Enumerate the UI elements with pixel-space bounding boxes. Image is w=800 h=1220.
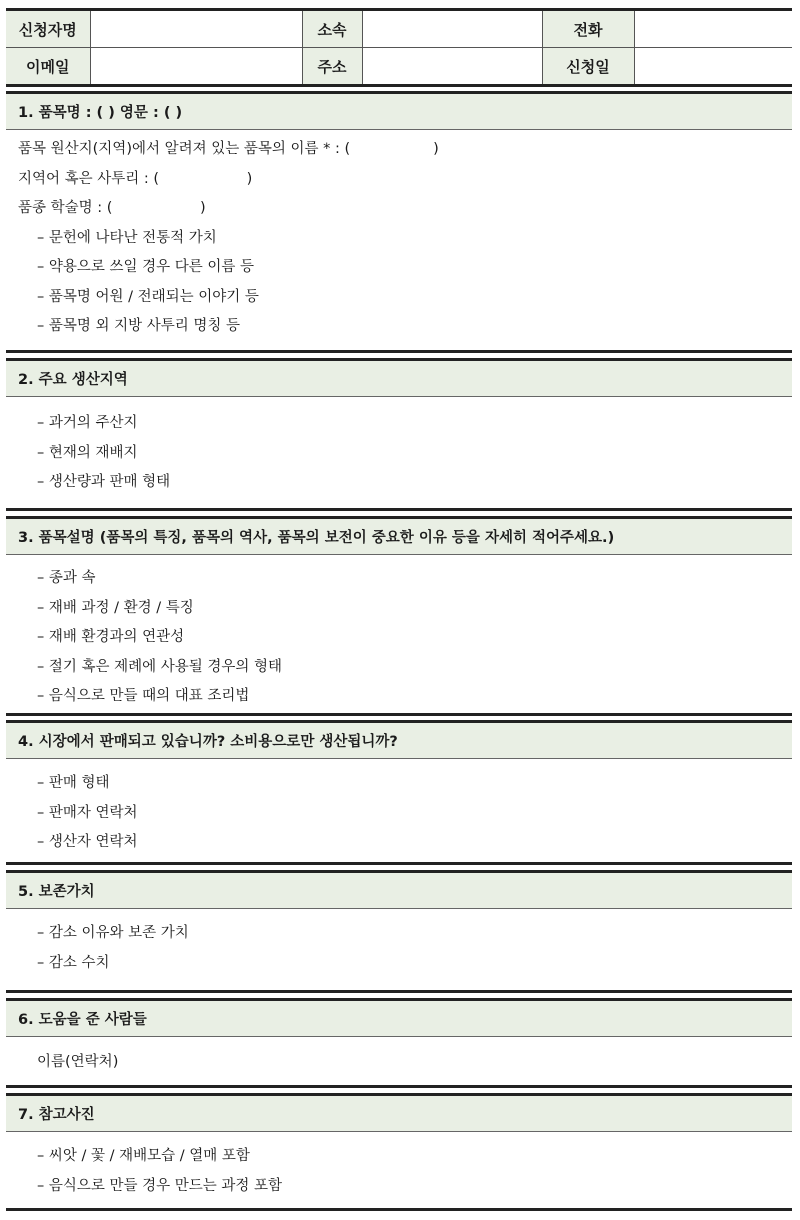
- list-item: – 품목명 어원 / 전래되는 이야기 등: [37, 288, 259, 305]
- application-form: [6, 8, 792, 1194]
- list-item: – 음식으로 만들 때의 대표 조리법: [37, 688, 250, 704]
- section-contributors-title: 6. 도움을 준 사람들: [6, 1001, 792, 1037]
- section-production-region-title: 2. 주요 생산지역: [6, 361, 792, 397]
- section-reference-photos-title: 7. 참고사진: [6, 1096, 792, 1132]
- list-item: 품목 원산지(지역)에서 알려져 있는 품목의 이름 * : ( ): [18, 141, 439, 157]
- section-contributors-body[interactable]: [6, 1037, 792, 1078]
- list-item: 품종 학술명 : ( ): [18, 200, 206, 216]
- email-field[interactable]: [90, 48, 302, 86]
- application-date-label: 신청일: [542, 48, 634, 86]
- section-item-name-body[interactable]: [6, 130, 792, 342]
- section-production-region-body[interactable]: [6, 397, 792, 498]
- applicant-row-1: [6, 10, 792, 48]
- applicant-name-label: 신청자명: [6, 10, 90, 48]
- list-item: 이름(연락처): [37, 1054, 119, 1070]
- list-item: – 종과 속: [37, 570, 96, 586]
- section-reference-photos-body[interactable]: [6, 1132, 792, 1201]
- application-date-field[interactable]: [634, 48, 792, 86]
- section-conservation-value: [6, 870, 792, 993]
- list-item: – 품목명 외 지방 사투리 명칭 등: [37, 318, 240, 334]
- section-contributors: [6, 998, 792, 1088]
- section-conservation-value-title: 5. 보존가치: [6, 873, 792, 909]
- address-field[interactable]: [362, 48, 542, 86]
- list-item: – 판매자 연락처: [37, 804, 138, 821]
- list-item: – 판매 형태: [37, 775, 110, 791]
- section-market-sales-body[interactable]: [6, 759, 792, 858]
- list-item: – 음식으로 만들 경우 만드는 과정 포함: [37, 1177, 283, 1194]
- list-item: – 절기 혹은 제례에 사용될 경우의 형태: [37, 658, 283, 675]
- applicant-name-field[interactable]: [90, 10, 302, 48]
- list-item: – 생산자 연락처: [37, 834, 138, 850]
- section-item-name-title: 1. 품목명 : ( ) 영문 : ( ): [6, 94, 792, 130]
- list-item: – 약용으로 쓰일 경우 다른 이름 등: [37, 259, 254, 275]
- address-label: 주소: [302, 48, 362, 86]
- section-production-region: [6, 358, 792, 511]
- section-item-name: [6, 91, 792, 353]
- section-item-description-body[interactable]: [6, 555, 792, 712]
- list-item: – 과거의 주산지: [37, 415, 138, 431]
- list-item: – 재배 과정 / 환경 / 특징: [37, 599, 194, 616]
- list-item: – 씨앗 / 꽃 / 재배모습 / 열매 포함: [37, 1148, 250, 1164]
- section-reference-photos: [6, 1093, 792, 1211]
- list-item: – 재배 환경과의 연관성: [37, 629, 185, 645]
- section-item-description: [6, 516, 792, 716]
- email-label: 이메일: [6, 48, 90, 86]
- section-market-sales-title: 4. 시장에서 판매되고 있습니까? 소비용으로만 생산됩니까?: [6, 723, 792, 759]
- list-item: – 생산량과 판매 형태: [37, 474, 171, 490]
- section-market-sales: [6, 720, 792, 865]
- list-item: – 문헌에 나타난 전통적 가치: [37, 229, 217, 246]
- section-conservation-value-body[interactable]: [6, 909, 792, 978]
- applicant-row-2: [6, 48, 792, 86]
- phone-field[interactable]: [634, 10, 792, 48]
- list-item: – 현재의 재배지: [37, 444, 138, 461]
- list-item: – 감소 이유와 보존 가치: [37, 925, 189, 941]
- applicant-info-table: [6, 8, 792, 87]
- affiliation-field[interactable]: [362, 10, 542, 48]
- section-item-description-title: 3. 품목설명 (품목의 특징, 품목의 역사, 품목의 보전이 중요한 이유 등을 자세히 적어주세요.): [6, 519, 792, 555]
- list-item: – 감소 수치: [37, 954, 110, 971]
- phone-label: 전화: [542, 10, 634, 48]
- list-item: 지역어 혹은 사투리 : ( ): [18, 170, 253, 187]
- affiliation-label: 소속: [302, 10, 362, 48]
